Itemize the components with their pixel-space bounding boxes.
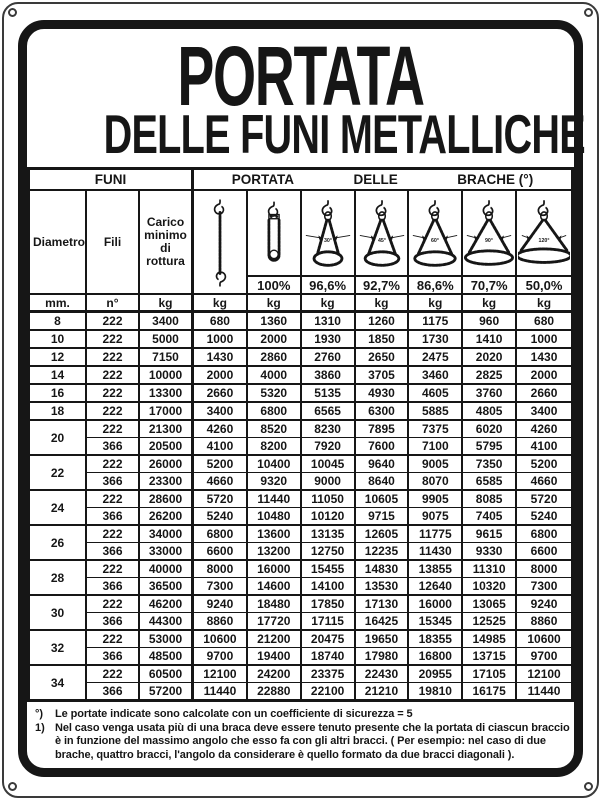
carico-cell: 23300 <box>140 473 194 491</box>
mounting-hole-icon <box>584 782 593 791</box>
portata-cell: 10045 <box>302 456 356 473</box>
fili-cell: 366 <box>87 648 140 666</box>
portata-cell: 6300 <box>356 403 410 421</box>
portata-cell: 5720 <box>517 491 571 508</box>
portata-cell: 11430 <box>409 543 463 561</box>
portata-cell: 8200 <box>248 438 302 456</box>
portata-cell: 8000 <box>517 561 571 578</box>
sling-angle-label: 90° <box>485 238 494 245</box>
page-title-line1: PORTATA <box>177 29 424 123</box>
portata-cell: 9700 <box>194 648 248 666</box>
portata-cell: 4260 <box>517 421 571 438</box>
portata-cell: 4660 <box>517 473 571 491</box>
percent-header: 86,6% <box>409 277 463 295</box>
portata-cell: 7300 <box>517 578 571 596</box>
portata-cell: 8520 <box>248 421 302 438</box>
funi-section-header: FUNI <box>30 170 194 191</box>
unit-header: kg <box>409 295 463 313</box>
portata-cell: 680 <box>517 313 571 331</box>
two-leg-sling-120deg-icon <box>518 195 570 273</box>
unit-header: kg <box>517 295 571 313</box>
table-row <box>30 561 571 578</box>
portata-cell: 2020 <box>463 349 517 367</box>
table-row <box>30 313 571 331</box>
portata-cell: 10600 <box>517 631 571 648</box>
percent-header: 92,7% <box>356 277 410 295</box>
portata-cell: 11440 <box>517 683 571 699</box>
sling-angle-label: 60° <box>431 238 440 245</box>
footnote-marker: 1) <box>35 721 45 734</box>
portata-cell: 9715 <box>356 508 410 526</box>
diametro-cell: 30 <box>30 596 87 631</box>
fili-cell: 366 <box>87 508 140 526</box>
fili-cell: 366 <box>87 473 140 491</box>
portata-cell: 6020 <box>463 421 517 438</box>
diametro-cell: 22 <box>30 456 87 491</box>
portata-cell: 17130 <box>356 596 410 613</box>
carico-cell: 5000 <box>140 331 194 349</box>
portata-cell: 4100 <box>194 438 248 456</box>
portata-cell: 16175 <box>463 683 517 699</box>
portata-cell: 8000 <box>194 561 248 578</box>
portata-cell: 4260 <box>194 421 248 438</box>
portata-cell: 17850 <box>302 596 356 613</box>
portata-cell: 17720 <box>248 613 302 631</box>
portata-cell: 4930 <box>356 385 410 403</box>
unit-header: kg <box>140 295 194 313</box>
portata-cell: 12525 <box>463 613 517 631</box>
portata-cell: 1000 <box>194 331 248 349</box>
portata-cell: 7350 <box>463 456 517 473</box>
diametro-cell: 28 <box>30 561 87 596</box>
brache-section-header <box>194 170 571 191</box>
page-title-line2: DELLE FUNI METALLICHE <box>103 103 585 165</box>
portata-cell: 6600 <box>517 543 571 561</box>
brache-header-word: DELLE <box>353 172 398 187</box>
portata-cell: 1850 <box>356 331 410 349</box>
portata-cell: 19810 <box>409 683 463 699</box>
diametro-cell: 8 <box>30 313 87 331</box>
sling-icon-cell <box>517 191 571 277</box>
carico-cell: 53000 <box>140 631 194 648</box>
capacity-table <box>27 167 574 702</box>
portata-cell: 13065 <box>463 596 517 613</box>
percent-header: 96,6% <box>302 277 356 295</box>
carico-cell: 7150 <box>140 349 194 367</box>
table-row <box>30 508 571 526</box>
table-row <box>30 596 571 613</box>
brache-header-word: BRACHE (°) <box>457 172 534 187</box>
portata-cell: 6800 <box>248 403 302 421</box>
portata-cell: 19650 <box>356 631 410 648</box>
portata-cell: 2860 <box>248 349 302 367</box>
fili-cell: 222 <box>87 421 140 438</box>
two-leg-sling-45deg-icon <box>356 195 408 273</box>
fili-cell: 222 <box>87 331 140 349</box>
fili-cell: 222 <box>87 596 140 613</box>
portata-cell: 16000 <box>409 596 463 613</box>
portata-cell: 10120 <box>302 508 356 526</box>
portata-cell: 960 <box>463 313 517 331</box>
carico-cell: 33000 <box>140 543 194 561</box>
portata-cell: 7405 <box>463 508 517 526</box>
fili-cell: 366 <box>87 683 140 699</box>
portata-cell: 1410 <box>463 331 517 349</box>
icon-header-row <box>30 191 571 277</box>
footnote <box>35 708 570 722</box>
table-row <box>30 613 571 631</box>
footnote-marker: °) <box>35 708 44 720</box>
portata-cell: 14100 <box>302 578 356 596</box>
table-row <box>30 403 571 421</box>
unit-header: kg <box>356 295 410 313</box>
portata-cell: 18355 <box>409 631 463 648</box>
portata-cell: 1000 <box>517 331 571 349</box>
portata-cell: 1360 <box>248 313 302 331</box>
portata-cell: 10480 <box>248 508 302 526</box>
portata-cell: 8860 <box>517 613 571 631</box>
portata-cell: 2825 <box>463 367 517 385</box>
portata-cell: 10605 <box>356 491 410 508</box>
fili-header: Fili <box>87 191 140 295</box>
single-leg-vertical-sling-icon <box>195 195 245 291</box>
portata-cell: 1430 <box>194 349 248 367</box>
table-row <box>30 648 571 666</box>
portata-cell: 12235 <box>356 543 410 561</box>
portata-cell: 1175 <box>409 313 463 331</box>
carico-cell: 13300 <box>140 385 194 403</box>
portata-cell: 16800 <box>409 648 463 666</box>
fili-cell: 222 <box>87 367 140 385</box>
portata-cell: 9640 <box>356 456 410 473</box>
portata-cell: 17115 <box>302 613 356 631</box>
portata-cell: 20475 <box>302 631 356 648</box>
portata-cell: 4805 <box>463 403 517 421</box>
sling-icon-cell <box>409 191 463 277</box>
percent-header: 100% <box>248 277 302 295</box>
portata-cell: 24200 <box>248 666 302 683</box>
portata-cell: 9000 <box>302 473 356 491</box>
portata-cell: 19400 <box>248 648 302 666</box>
portata-cell: 22430 <box>356 666 410 683</box>
endless-basket-sling-icon <box>249 195 299 273</box>
fili-cell: 222 <box>87 385 140 403</box>
portata-cell: 18740 <box>302 648 356 666</box>
portata-cell: 9320 <box>248 473 302 491</box>
portata-cell: 7920 <box>302 438 356 456</box>
portata-cell: 10400 <box>248 456 302 473</box>
portata-cell: 20955 <box>409 666 463 683</box>
portata-cell: 9005 <box>409 456 463 473</box>
portata-cell: 6585 <box>463 473 517 491</box>
table-row <box>30 349 571 367</box>
sling-angle-label: 30° <box>323 238 332 245</box>
portata-cell: 9240 <box>517 596 571 613</box>
portata-cell: 15345 <box>409 613 463 631</box>
portata-cell: 5200 <box>194 456 248 473</box>
portata-cell: 14600 <box>248 578 302 596</box>
portata-cell: 3400 <box>194 403 248 421</box>
carico-cell: 20500 <box>140 438 194 456</box>
portata-cell: 2650 <box>356 349 410 367</box>
portata-cell: 1730 <box>409 331 463 349</box>
sling-icon-cell <box>194 191 248 295</box>
fili-cell: 222 <box>87 666 140 683</box>
portata-cell: 23375 <box>302 666 356 683</box>
portata-cell: 2660 <box>517 385 571 403</box>
fili-cell: 222 <box>87 403 140 421</box>
unit-header: mm. <box>30 295 87 313</box>
portata-cell: 1930 <box>302 331 356 349</box>
unit-header: kg <box>248 295 302 313</box>
portata-cell: 3460 <box>409 367 463 385</box>
portata-cell: 3760 <box>463 385 517 403</box>
two-leg-sling-90deg-icon <box>463 195 515 273</box>
portata-cell: 8860 <box>194 613 248 631</box>
fili-cell: 222 <box>87 456 140 473</box>
brache-header-word: PORTATA <box>231 172 294 187</box>
portata-cell: 8640 <box>356 473 410 491</box>
portata-cell: 6800 <box>194 526 248 543</box>
carico-cell: 26000 <box>140 456 194 473</box>
percent-header: 70,7% <box>463 277 517 295</box>
fili-cell: 222 <box>87 561 140 578</box>
two-leg-sling-60deg-icon <box>409 195 461 273</box>
portata-cell: 11440 <box>248 491 302 508</box>
portata-cell: 15455 <box>302 561 356 578</box>
portata-cell: 6565 <box>302 403 356 421</box>
portata-cell: 7300 <box>194 578 248 596</box>
fili-cell: 366 <box>87 543 140 561</box>
portata-cell: 12100 <box>194 666 248 683</box>
portata-cell: 4100 <box>517 438 571 456</box>
two-leg-sling-30deg-icon <box>302 195 354 273</box>
portata-cell: 5200 <box>517 456 571 473</box>
diametro-cell: 14 <box>30 367 87 385</box>
footnote-text: Le portate indicate sono calcolate con un coefficiente di sicurezza = 5 <box>55 708 413 720</box>
diametro-header: Diametro <box>30 191 87 295</box>
portata-cell: 6800 <box>517 526 571 543</box>
table-row <box>30 456 571 473</box>
portata-cell: 6600 <box>194 543 248 561</box>
portata-cell: 9075 <box>409 508 463 526</box>
sling-icon-cell <box>248 191 302 277</box>
table-row <box>30 491 571 508</box>
sign-content <box>27 29 585 768</box>
diametro-cell: 18 <box>30 403 87 421</box>
portata-cell: 8070 <box>409 473 463 491</box>
sling-icon-cell <box>463 191 517 277</box>
mounting-hole-icon <box>8 8 17 17</box>
table-body <box>30 313 571 699</box>
fili-cell: 366 <box>87 613 140 631</box>
portata-cell: 8085 <box>463 491 517 508</box>
table-row <box>30 331 571 349</box>
portata-cell: 2760 <box>302 349 356 367</box>
portata-cell: 3400 <box>517 403 571 421</box>
carico-cell: 3400 <box>140 313 194 331</box>
portata-cell: 3705 <box>356 367 410 385</box>
portata-cell: 11775 <box>409 526 463 543</box>
sling-angle-label: 120° <box>538 238 550 245</box>
carico-cell: 60500 <box>140 666 194 683</box>
portata-cell: 21210 <box>356 683 410 699</box>
portata-cell: 8230 <box>302 421 356 438</box>
portata-cell: 13600 <box>248 526 302 543</box>
portata-cell: 12640 <box>409 578 463 596</box>
carico-cell: 44300 <box>140 613 194 631</box>
portata-cell: 5240 <box>194 508 248 526</box>
portata-cell: 7600 <box>356 438 410 456</box>
fili-cell: 366 <box>87 438 140 456</box>
mounting-hole-icon <box>8 782 17 791</box>
portata-cell: 14830 <box>356 561 410 578</box>
portata-cell: 2000 <box>517 367 571 385</box>
portata-cell: 2660 <box>194 385 248 403</box>
carico-cell: 57200 <box>140 683 194 699</box>
portata-cell: 680 <box>194 313 248 331</box>
diametro-cell: 10 <box>30 331 87 349</box>
portata-cell: 12750 <box>302 543 356 561</box>
table-row <box>30 367 571 385</box>
portata-cell: 14985 <box>463 631 517 648</box>
carico-cell: 21300 <box>140 421 194 438</box>
portata-cell: 11050 <box>302 491 356 508</box>
carico-cell: 40000 <box>140 561 194 578</box>
portata-cell: 12605 <box>356 526 410 543</box>
diametro-cell: 16 <box>30 385 87 403</box>
portata-cell: 16000 <box>248 561 302 578</box>
footnotes <box>27 708 574 762</box>
portata-cell: 5240 <box>517 508 571 526</box>
carico-header: Carico minimo di rottura <box>140 191 194 295</box>
portata-cell: 2475 <box>409 349 463 367</box>
portata-cell: 4000 <box>248 367 302 385</box>
mounting-hole-icon <box>584 8 593 17</box>
portata-cell: 3860 <box>302 367 356 385</box>
table-row <box>30 683 571 699</box>
carico-cell: 48500 <box>140 648 194 666</box>
portata-cell: 7895 <box>356 421 410 438</box>
table-row <box>30 421 571 438</box>
portata-cell: 11310 <box>463 561 517 578</box>
unit-header: kg <box>302 295 356 313</box>
portata-cell: 4660 <box>194 473 248 491</box>
table-row <box>30 578 571 596</box>
table-row <box>30 631 571 648</box>
sling-angle-label: 45° <box>377 238 386 245</box>
diametro-cell: 24 <box>30 491 87 526</box>
fili-cell: 222 <box>87 526 140 543</box>
portata-cell: 2000 <box>248 331 302 349</box>
portata-cell: 5720 <box>194 491 248 508</box>
diametro-cell: 32 <box>30 631 87 666</box>
carico-cell: 46200 <box>140 596 194 613</box>
portata-cell: 7375 <box>409 421 463 438</box>
percent-header: 50,0% <box>517 277 571 295</box>
fili-cell: 222 <box>87 491 140 508</box>
portata-cell: 11440 <box>194 683 248 699</box>
diametro-cell: 20 <box>30 421 87 456</box>
carico-cell: 28600 <box>140 491 194 508</box>
diametro-cell: 34 <box>30 666 87 699</box>
portata-cell: 22880 <box>248 683 302 699</box>
fili-cell: 366 <box>87 578 140 596</box>
footnote <box>35 722 570 763</box>
unit-header: n° <box>87 295 140 313</box>
portata-cell: 22100 <box>302 683 356 699</box>
diametro-cell: 12 <box>30 349 87 367</box>
portata-cell: 9700 <box>517 648 571 666</box>
fili-cell: 222 <box>87 313 140 331</box>
units-header-row <box>30 295 571 313</box>
carico-cell: 26200 <box>140 508 194 526</box>
portata-cell: 1430 <box>517 349 571 367</box>
portata-cell: 5885 <box>409 403 463 421</box>
portata-cell: 9240 <box>194 596 248 613</box>
portata-cell: 17980 <box>356 648 410 666</box>
unit-header: kg <box>194 295 248 313</box>
portata-cell: 13855 <box>409 561 463 578</box>
portata-cell: 4605 <box>409 385 463 403</box>
portata-cell: 13715 <box>463 648 517 666</box>
portata-cell: 5135 <box>302 385 356 403</box>
table-row <box>30 543 571 561</box>
portata-cell: 21200 <box>248 631 302 648</box>
portata-cell: 9905 <box>409 491 463 508</box>
portata-cell: 13200 <box>248 543 302 561</box>
portata-cell: 10600 <box>194 631 248 648</box>
fili-cell: 222 <box>87 631 140 648</box>
sling-icon-cell <box>356 191 410 277</box>
unit-header: kg <box>463 295 517 313</box>
table-row <box>30 666 571 683</box>
carico-cell: 34000 <box>140 526 194 543</box>
portata-cell: 13530 <box>356 578 410 596</box>
table-row <box>30 385 571 403</box>
table-row <box>30 438 571 456</box>
carico-cell: 36500 <box>140 578 194 596</box>
diametro-cell: 26 <box>30 526 87 561</box>
table-row <box>30 473 571 491</box>
portata-cell: 9615 <box>463 526 517 543</box>
portata-cell: 10320 <box>463 578 517 596</box>
portata-cell: 1310 <box>302 313 356 331</box>
sling-icon-cell <box>302 191 356 277</box>
portata-cell: 12100 <box>517 666 571 683</box>
carico-cell: 17000 <box>140 403 194 421</box>
portata-cell: 2000 <box>194 367 248 385</box>
fili-cell: 222 <box>87 349 140 367</box>
carico-cell: 10000 <box>140 367 194 385</box>
portata-cell: 7100 <box>409 438 463 456</box>
portata-cell: 17105 <box>463 666 517 683</box>
footnote-text: Nel caso venga usata più di una braca deve essere tenuto presente che la portata di ciascun braccio è in funzione del massimo angolo che esso fa con gli altri bracci. ( Per esempio: nel caso di due brache, quattro bracci, l'angolo da considerare è quello formato da due bracci diagonali ). <box>55 721 570 761</box>
portata-cell: 5320 <box>248 385 302 403</box>
portata-cell: 16425 <box>356 613 410 631</box>
portata-cell: 5795 <box>463 438 517 456</box>
portata-cell: 18480 <box>248 596 302 613</box>
portata-cell: 13135 <box>302 526 356 543</box>
portata-cell: 1260 <box>356 313 410 331</box>
section-header-row <box>30 170 571 191</box>
portata-cell: 9330 <box>463 543 517 561</box>
table-row <box>30 526 571 543</box>
